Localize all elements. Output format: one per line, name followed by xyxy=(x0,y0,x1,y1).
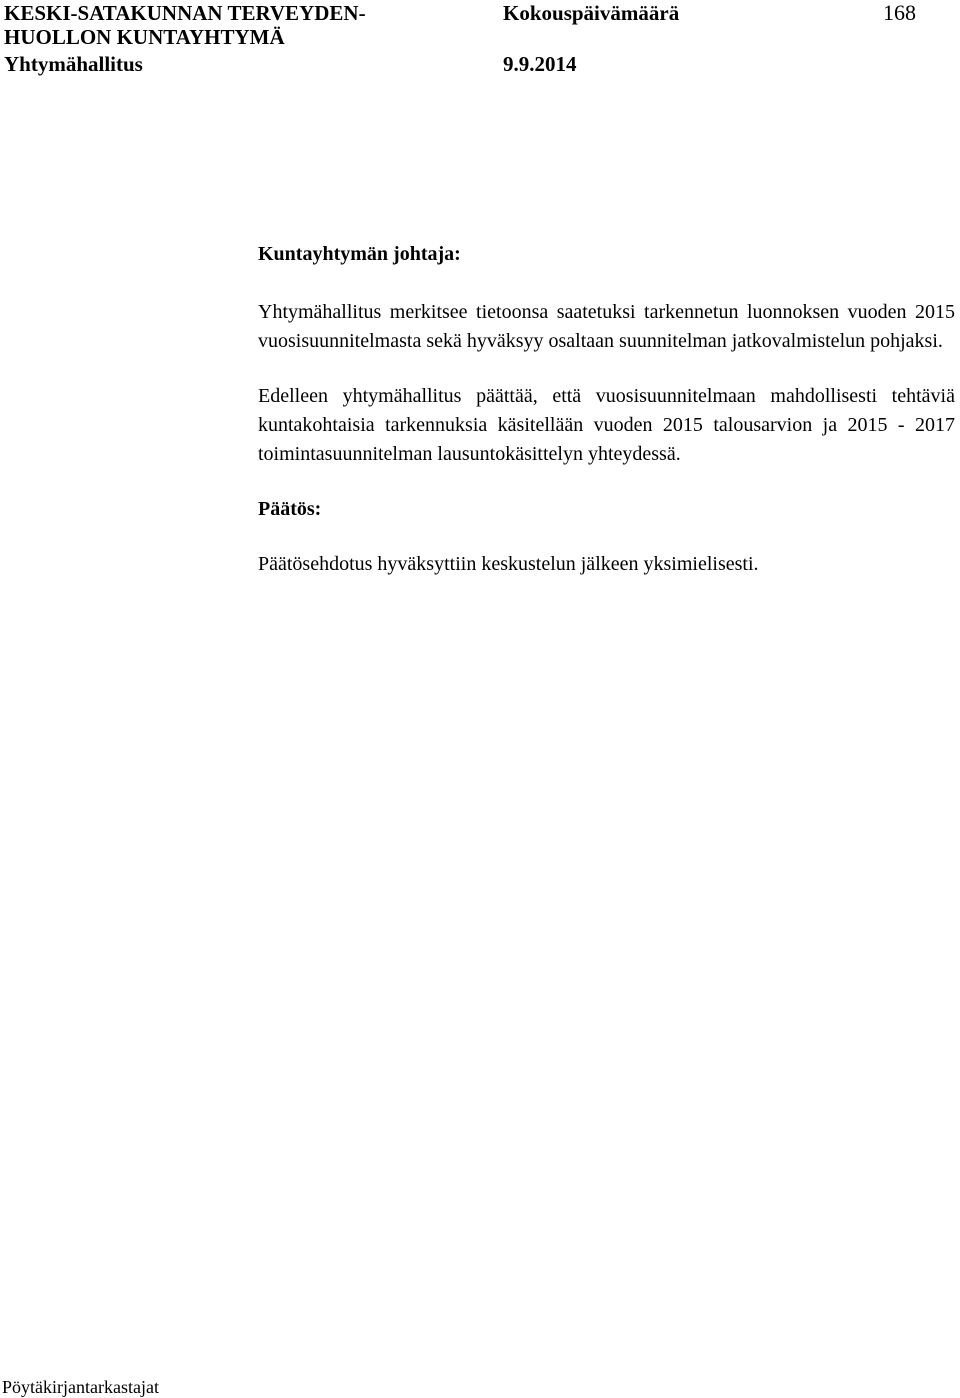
decision-paragraph: Päätösehdotus hyväksyttiin keskustelun jälkeen yksimielisesti. xyxy=(258,553,759,575)
meeting-date-value: 9.9.2014 xyxy=(503,52,577,76)
director-proposal-paragraph-1: Yhtymähallitus merkitsee tietoonsa saatetuksi tarkennetun luonnoksen vuoden 2015 vuosisuunnitelmasta sekä hyväksyy osaltaan suunnitelman jatkovalmistelun pohjaksi. xyxy=(258,301,955,352)
minutes-content xyxy=(258,240,955,579)
meeting-date-label: Kokouspäivämäärä xyxy=(503,1,680,25)
governing-body-name: Yhtymähallitus xyxy=(4,52,143,76)
organization-name-line2: HUOLLON KUNTAYHTYMÄ xyxy=(4,25,285,49)
minutes-checkers-label: Pöytäkirjantarkastajat xyxy=(2,1377,159,1397)
director-proposal-heading: Kuntayhtymän johtaja: xyxy=(258,243,461,265)
decision-heading: Päätös: xyxy=(258,498,322,520)
organization-name-line1: KESKI-SATAKUNNAN TERVEYDEN- xyxy=(4,1,366,25)
page-number: 168 xyxy=(883,0,916,25)
director-proposal-paragraph-2: Edelleen yhtymähallitus päättää, että vuosisuunnitelmaan mahdollisesti tehtäviä kuntakohtaisia tarkennuksia käsitellään vuoden 2015 talousarvion ja 2015 - 2017 toimintasuunnitelman lausuntokäsittelyn yhteydessä. xyxy=(258,385,955,465)
